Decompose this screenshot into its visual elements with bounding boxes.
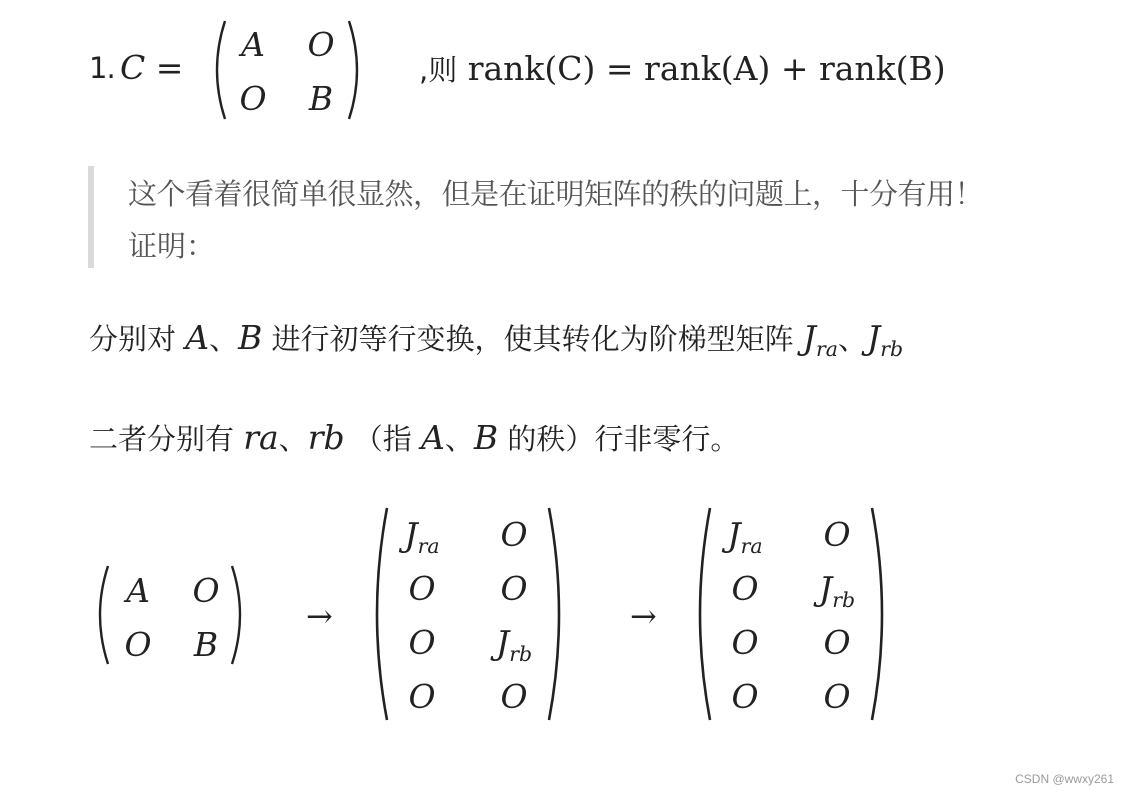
math-j: J xyxy=(495,623,510,662)
matrix-cell: O xyxy=(307,25,335,64)
matrix-cell: A xyxy=(126,571,150,610)
transformation-equation xyxy=(90,505,910,725)
right-paren xyxy=(228,563,250,667)
matrix-cell: O xyxy=(408,569,436,608)
matrix-cell xyxy=(387,515,457,559)
right-arrow-icon: → xyxy=(630,597,657,635)
text: 二者分别有 xyxy=(89,422,244,456)
subscript-ra: ra xyxy=(417,534,440,559)
matrix-ab xyxy=(90,563,250,667)
lhs-c-equals: C = xyxy=(120,48,184,87)
right-paren xyxy=(868,505,894,723)
math-rb: rb xyxy=(307,418,345,457)
subscript-rb: rb xyxy=(509,642,533,667)
right-arrow-icon: → xyxy=(306,597,333,635)
item-number: 1. xyxy=(89,51,115,85)
matrix-cell: B xyxy=(308,79,334,118)
matrix-cell xyxy=(710,515,780,559)
subscript-rb: rb xyxy=(832,588,856,613)
blockquote xyxy=(88,166,1088,268)
rank-statement xyxy=(419,48,946,89)
matrix-cell: O xyxy=(823,677,851,716)
math-a: A xyxy=(185,318,210,357)
quote-line-2: 证明： xyxy=(128,229,216,263)
matrix-cell: O xyxy=(500,569,528,608)
matrix-cell: O xyxy=(731,677,759,716)
math-ra: ra xyxy=(243,418,279,457)
matrix-cell: O xyxy=(823,515,851,554)
quote-line-1: 这个看着很简单很显然，但是在证明矩阵的秩的问题上，十分有用！ xyxy=(128,177,984,211)
text: 的秩）行非零行。 xyxy=(498,422,740,456)
matrix-cell: O xyxy=(731,569,759,608)
matrix-step-1 xyxy=(365,505,565,725)
matrix-cell: A xyxy=(241,25,265,64)
matrix-cell: O xyxy=(823,623,851,662)
watermark: CSDN @wwxy261 xyxy=(1015,772,1114,786)
matrix-cell: O xyxy=(239,79,267,118)
rank-formula: rank(C) = rank(A) + rank(B) xyxy=(467,49,946,88)
separator: 、 xyxy=(837,322,867,356)
paragraph-transform xyxy=(89,317,904,362)
subscript-ra: ra xyxy=(740,534,763,559)
separator: 、 xyxy=(209,322,239,356)
then-prefix: ,则 xyxy=(419,53,458,87)
matrix-cell: O xyxy=(124,625,152,664)
matrix-cell xyxy=(479,623,549,667)
matrix-cell: O xyxy=(500,677,528,716)
math-j-rb xyxy=(867,318,904,362)
math-a: A xyxy=(421,418,445,457)
math-j-ra xyxy=(802,318,838,362)
matrix-cell: O xyxy=(731,623,759,662)
math-j: J xyxy=(404,515,418,554)
text: 进行初等行变换，使其转化为阶梯型矩阵 xyxy=(262,322,803,356)
separator: 、 xyxy=(444,422,474,456)
matrix-cell: O xyxy=(408,623,436,662)
right-paren xyxy=(545,505,571,723)
math-j: J xyxy=(818,569,833,608)
math-j: J xyxy=(802,318,817,357)
matrix-cell: O xyxy=(192,571,220,610)
text: 分别对 xyxy=(89,322,186,356)
matrix-step-2 xyxy=(688,505,888,725)
matrix-cell xyxy=(802,569,872,613)
text: （指 xyxy=(344,422,422,456)
block-matrix-c xyxy=(207,18,367,122)
right-paren xyxy=(345,18,367,122)
matrix-cell: O xyxy=(408,677,436,716)
separator: 、 xyxy=(278,422,308,456)
matrix-cell: O xyxy=(500,515,528,554)
paragraph-nonzero-rows xyxy=(89,417,739,458)
math-b: B xyxy=(238,318,263,357)
math-b: B xyxy=(473,418,499,457)
matrix-cell: B xyxy=(193,625,219,664)
subscript-rb: rb xyxy=(880,337,904,362)
subscript-ra: ra xyxy=(816,337,838,362)
math-j: J xyxy=(727,515,741,554)
math-j: J xyxy=(867,318,881,357)
